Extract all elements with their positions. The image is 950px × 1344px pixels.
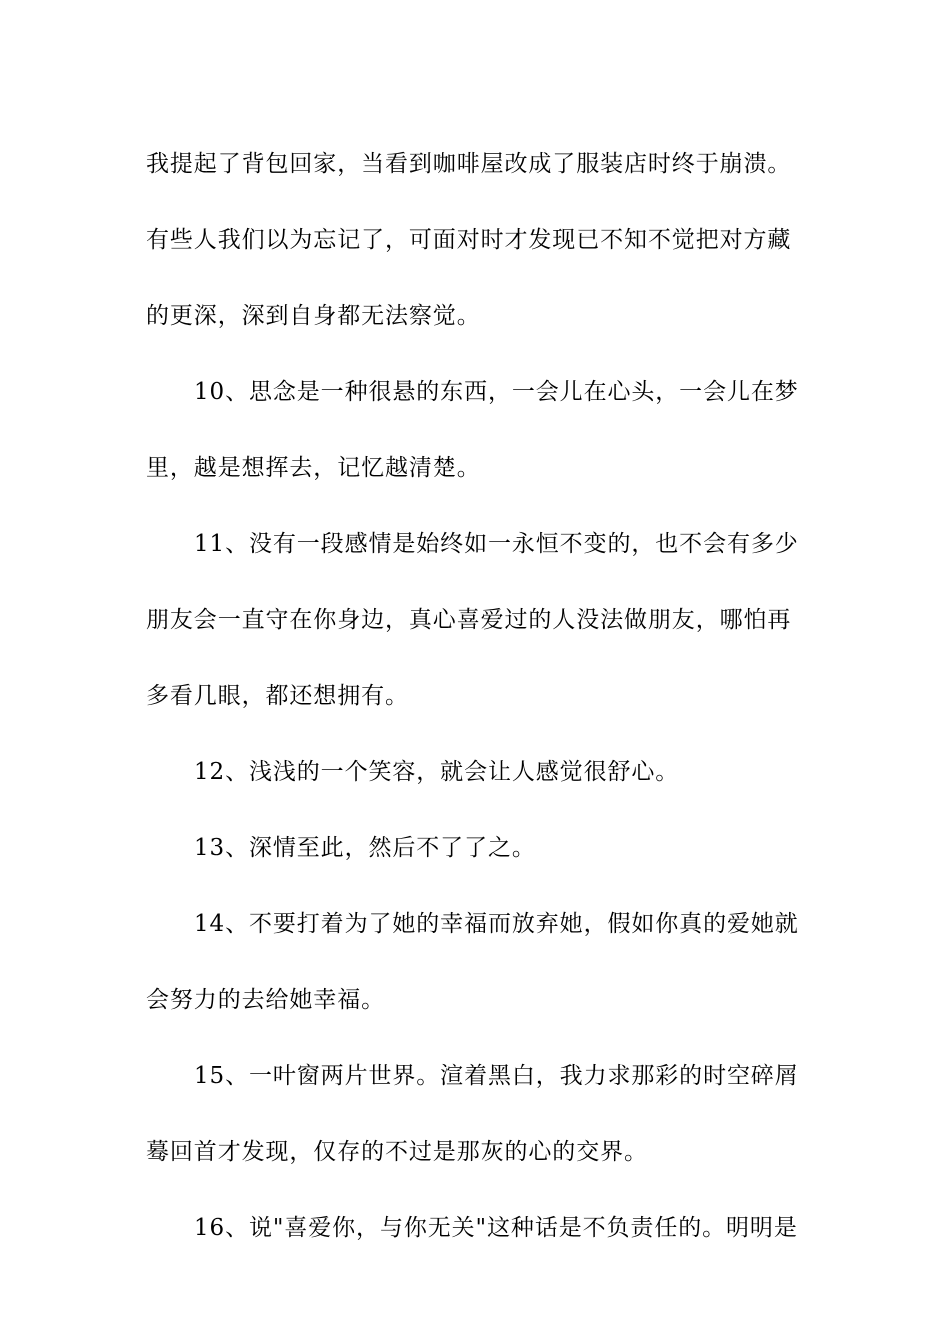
paragraph-line: 里，越是想挥去，记忆越清楚。 xyxy=(146,455,481,481)
paragraph-line: 12、浅浅的一个笑容，就会让人感觉很舒心。 xyxy=(194,759,680,785)
paragraph-line: 10、思念是一种很悬的东西，一会儿在心头，一会儿在梦 xyxy=(194,379,799,405)
paragraph-line: 15、一叶窗两片世界。渲着黑白，我力求那彩的时空碎屑 xyxy=(194,1063,799,1089)
paragraph-line: 我提起了背包回家，当看到咖啡屋改成了服装店时终于崩溃。 xyxy=(146,151,792,177)
paragraph-line: 13、深情至此，然后不了了之。 xyxy=(194,835,536,861)
paragraph-line: 的更深，深到自身都无法察觉。 xyxy=(146,303,481,329)
paragraph-line: 11、没有一段感情是始终如一永恒不变的，也不会有多少 xyxy=(194,531,799,557)
paragraph-line: 会努力的去给她幸福。 xyxy=(146,987,385,1013)
paragraph-line: 多看几眼，都还想拥有。 xyxy=(146,683,409,709)
paragraph-line: 14、不要打着为了她的幸福而放弃她，假如你真的爱她就 xyxy=(194,911,799,937)
document-body xyxy=(146,126,806,1266)
paragraph-line: 朋友会一直守在你身边，真心喜爱过的人没法做朋友，哪怕再 xyxy=(146,607,792,633)
paragraph-line: 蓦回首才发现，仅存的不过是那灰的心的交界。 xyxy=(146,1139,648,1165)
paragraph-line: 16、说"喜爱你，与你无关"这种话是不负责任的。明明是 xyxy=(194,1215,798,1241)
paragraph-line: 有些人我们以为忘记了，可面对时才发现已不知不觉把对方藏 xyxy=(146,227,792,253)
